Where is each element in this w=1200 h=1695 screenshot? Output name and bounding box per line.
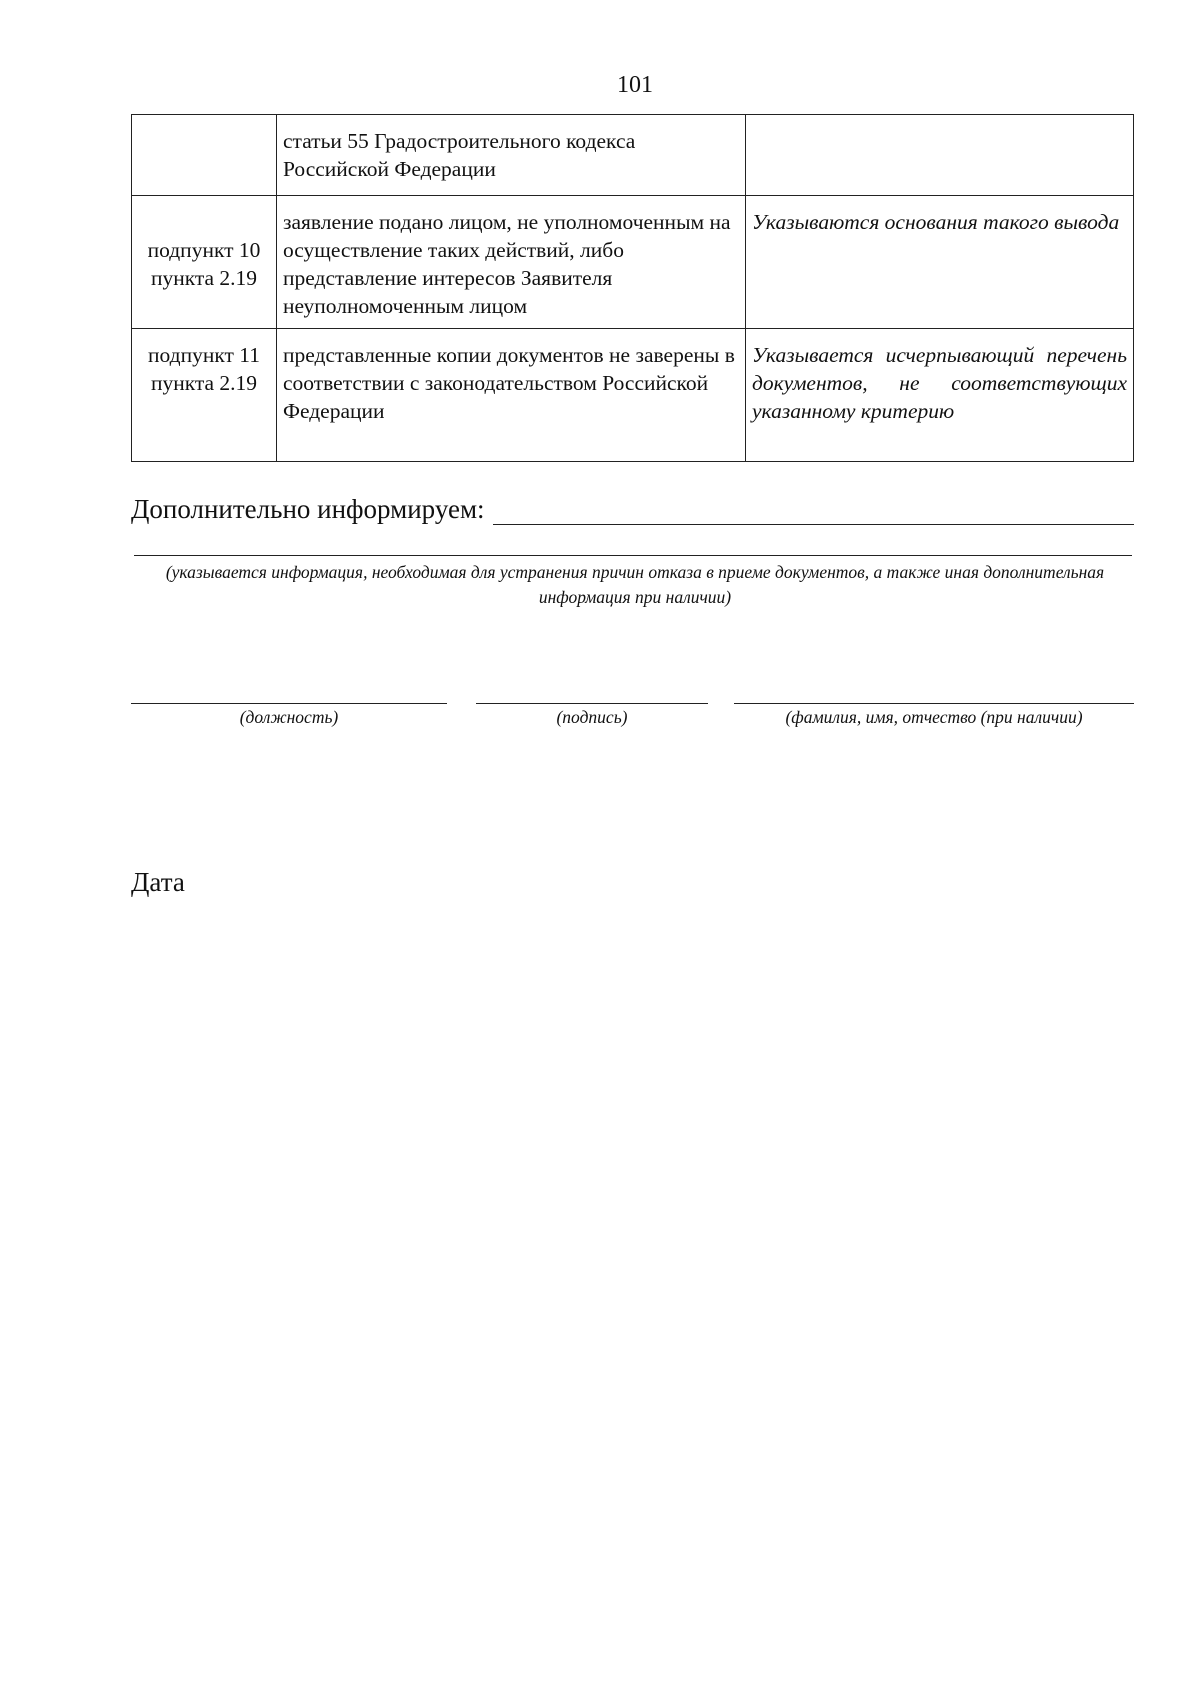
- explanation-cell: Указывается исчерпывающий перечень документов, не соответствующих указанному критерию: [746, 329, 1134, 462]
- point-cell: подпункт 10 пункта 2.19: [132, 196, 277, 329]
- additional-info-blank: [493, 500, 1134, 525]
- signature-label: (подпись): [556, 707, 628, 727]
- explanation-cell: Указываются основания такого вывода: [746, 196, 1134, 329]
- additional-info-line: [131, 494, 1134, 525]
- signature-blank: [476, 703, 708, 704]
- reason-cell: представленные копии документов не заверены в соответствии с законодательством Российской Федерации: [277, 329, 746, 462]
- point-cell: [132, 115, 277, 196]
- table-row: [132, 115, 1134, 196]
- position-label: (должность): [239, 707, 339, 727]
- date-label: Дата: [131, 867, 185, 897]
- page-number: 101: [617, 72, 653, 98]
- full-name-label: (фамилия, имя, отчество (при наличии): [785, 707, 1083, 727]
- full-name-blank: [734, 703, 1134, 704]
- table-row: [132, 329, 1134, 462]
- position-blank: [131, 703, 447, 704]
- reason-cell: заявление подано лицом, не уполномоченным на осуществление таких действий, либо представление интересов Заявителя неуполномоченным лицом: [277, 196, 746, 329]
- refusal-grounds-table: [131, 114, 1134, 462]
- additional-info-label: Дополнительно информируем:: [131, 494, 485, 524]
- table-row: [132, 196, 1134, 329]
- reason-cell: статьи 55 Градостроительного кодекса Российской Федерации: [277, 115, 746, 196]
- explanation-cell: [746, 115, 1134, 196]
- additional-info-hint: (указывается информация, необходимая для устранения причин отказа в приеме документов, а также иная дополнительная информация при наличии): [165, 562, 1105, 607]
- additional-info-blank-line: [134, 555, 1132, 556]
- point-cell: подпункт 11 пункта 2.19: [132, 329, 277, 462]
